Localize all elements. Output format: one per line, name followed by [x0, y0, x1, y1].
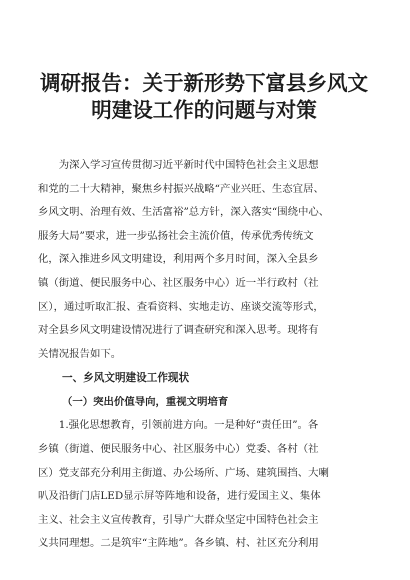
paragraph-line: 叭及沿街门店LED显示屏等阵地和设备，进行爱国主义、集体: [38, 490, 321, 503]
body-paragraph: [38, 414, 370, 556]
paragraph-line: 区）党支部充分利用主街道、办公场所、广场、建筑围挡、大喇: [38, 466, 329, 479]
title-line: 调研报告：关于新形势下富县乡风文: [40, 71, 368, 95]
intro-paragraph: [38, 154, 370, 366]
paragraph-line: 乡镇（街道、便民服务中心、社区服务中心）党委、各村（社: [38, 442, 319, 455]
paragraph-line: 义共同理想。二是筑牢“主阵地”。各乡镇、村、社区充分利用: [38, 537, 319, 550]
document-title: [38, 70, 370, 124]
paragraph-line: 区），通过听取汇报、查看资料、实地走访、座谈交流等形式，: [38, 300, 324, 313]
paragraph-line: 关情况报告如下。: [38, 347, 122, 360]
paragraph-line: 服务大局”要求，进一步弘扬社会主流价值，传承优秀传统文: [38, 229, 314, 242]
paragraph-line: 对全县乡风文明建设情况进行了调查研究和深入思考。现将有: [38, 324, 319, 337]
section-heading: 一、乡风文明建设工作现状: [62, 372, 190, 385]
paragraph-line: 化，深入推进乡风文明建设，利用两个多月时间，深入全县乡: [38, 253, 319, 266]
title-line: 明建设工作的问题与对策: [91, 98, 317, 122]
paragraph-line: 主义、社会主义宣传教育，引导广大群众坚定中国特色社会主: [38, 513, 319, 526]
subsection-heading: （一）突出价值导向，重视文明培育: [62, 396, 229, 409]
paragraph-line: 镇（街道、便民服务中心、社区服务中心）近一半行政村（社: [38, 276, 319, 289]
paragraph-line: 和党的二十大精神，聚焦乡村振兴战略“产业兴旺、生态宜居、: [38, 182, 324, 195]
paragraph-line: 乡风文明、治理有效、生活富裕”总方针，深入落实“围绕中心、: [38, 206, 330, 219]
paragraph-line: 1.强化思想教育，引领前进方向。一是种好“责任田”。各: [38, 419, 319, 432]
paragraph-line: 为深入学习宣传贯彻习近平新时代中国特色社会主义思想: [38, 159, 319, 171]
